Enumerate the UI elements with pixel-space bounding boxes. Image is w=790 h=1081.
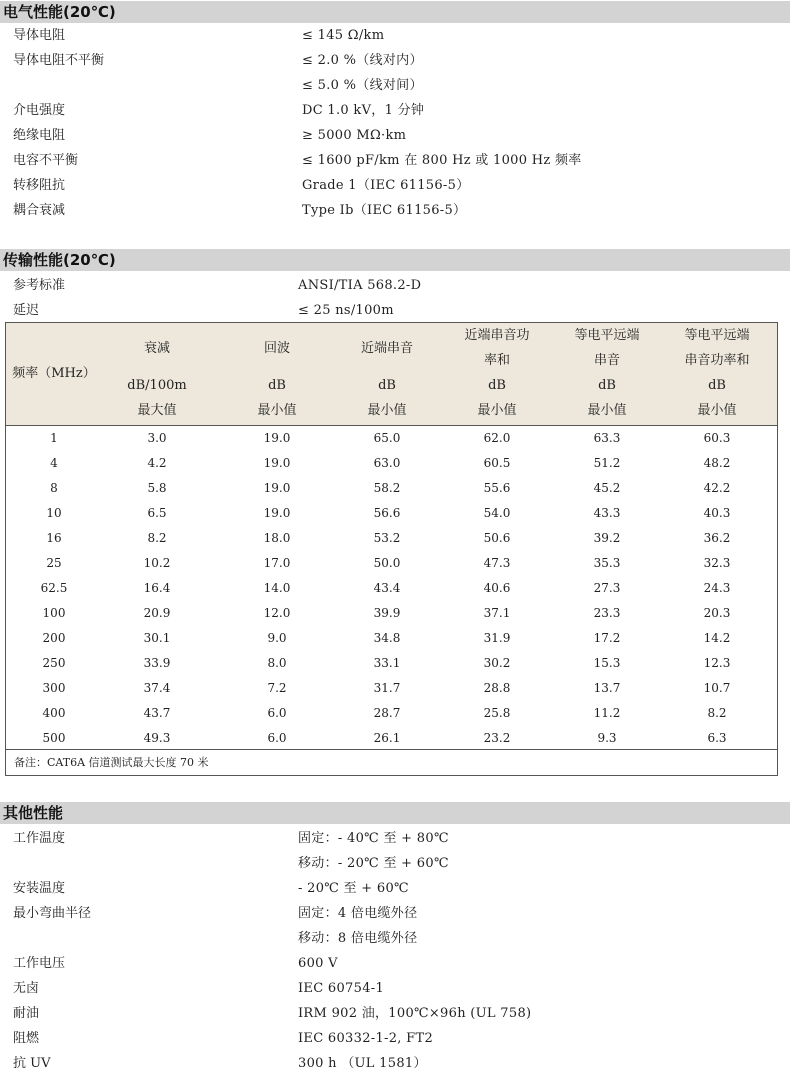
table-cell: 31.9	[483, 631, 511, 645]
table-cell: 42.2	[703, 481, 731, 495]
table-cell: 58.2	[373, 481, 401, 495]
table-cell: 24.3	[703, 581, 731, 595]
spec-row	[0, 1026, 790, 1051]
transmission-section-title: 传输性能(20℃)	[0, 249, 790, 271]
spec-row	[0, 851, 790, 876]
spec-value: ≤ 2.0 %（线对内）	[302, 53, 423, 68]
table-cell: 5.8	[147, 481, 167, 495]
spec-row	[0, 148, 790, 173]
spec-row	[0, 123, 790, 148]
table-row	[6, 501, 777, 526]
table-cell: 4.2	[147, 456, 167, 470]
table-cell: 33.1	[373, 656, 401, 670]
table-cell: 10	[46, 506, 62, 520]
table-cell: 100	[42, 606, 66, 620]
table-cell: 55.6	[483, 481, 511, 495]
table-cell: 63.0	[373, 456, 401, 470]
table-row	[6, 626, 777, 651]
spec-value: 固定：- 40℃ 至 + 80℃	[298, 831, 449, 846]
table-cell: 19.0	[263, 506, 291, 520]
spec-row	[0, 298, 790, 323]
freq-header: 频率（MHz）	[12, 366, 96, 381]
table-cell: 48.2	[703, 456, 731, 470]
column-header-unit: dB	[708, 378, 726, 393]
table-cell: 20.9	[143, 606, 171, 620]
spec-row	[0, 951, 790, 976]
spec-label: 导体电阻	[13, 28, 66, 43]
spec-label: 延迟	[13, 303, 40, 318]
column-header-type: 最小值	[477, 403, 517, 418]
column-header-l2: 串音	[593, 353, 620, 368]
table-row	[6, 651, 777, 676]
table-cell: 23.2	[483, 731, 511, 745]
frequency-table	[5, 322, 778, 776]
spec-row	[0, 976, 790, 1001]
column-header-unit: dB/100m	[127, 378, 187, 393]
table-cell: 30.2	[483, 656, 511, 670]
table-cell: 36.2	[703, 531, 731, 545]
table-cell: 6.3	[707, 731, 727, 745]
table-cell: 43.3	[593, 506, 621, 520]
table-cell: 500	[42, 731, 66, 745]
table-cell: 9.3	[597, 731, 617, 745]
table-cell: 6.5	[147, 506, 167, 520]
table-cell: 62.0	[483, 431, 511, 445]
spec-value: ≥ 5000 MΩ·km	[302, 128, 407, 143]
spec-label: 耐油	[13, 1006, 40, 1021]
column-header-l1: 回波	[263, 341, 290, 356]
spec-row	[0, 48, 790, 73]
table-cell: 3.0	[147, 431, 167, 445]
spec-row	[0, 901, 790, 926]
spec-label: 耦合衰减	[13, 203, 66, 218]
table-row	[6, 601, 777, 626]
table-cell: 50.6	[483, 531, 511, 545]
table-cell: 31.7	[373, 681, 401, 695]
table-cell: 49.3	[143, 731, 171, 745]
other-section-title: 其他性能	[0, 802, 790, 824]
spec-label: 工作温度	[13, 831, 66, 846]
column-header-unit: dB	[488, 378, 506, 393]
table-row	[6, 576, 777, 601]
spec-value: 300 h （UL 1581）	[298, 1056, 427, 1071]
table-cell: 4	[50, 456, 58, 470]
column-header-unit: dB	[598, 378, 616, 393]
spec-row	[0, 73, 790, 98]
spec-label: 无卤	[13, 981, 40, 996]
spec-value: ≤ 25 ns/100m	[298, 303, 394, 318]
table-cell: 1	[50, 431, 58, 445]
column-header-type: 最大值	[137, 403, 177, 418]
table-cell: 60.5	[483, 456, 511, 470]
table-cell: 30.1	[143, 631, 171, 645]
table-cell: 23.3	[593, 606, 621, 620]
spec-value: 移动：- 20℃ 至 + 60℃	[298, 856, 449, 871]
column-header-l2: 串音功率和	[684, 353, 750, 368]
table-cell: 37.1	[483, 606, 511, 620]
table-cell: 40.3	[703, 506, 731, 520]
column-header-type: 最小值	[257, 403, 297, 418]
spec-label: 安装温度	[13, 881, 66, 896]
table-cell: 20.3	[703, 606, 731, 620]
table-cell: 65.0	[373, 431, 401, 445]
table-cell: 6.0	[267, 706, 287, 720]
table-cell: 400	[42, 706, 66, 720]
table-cell: 300	[42, 681, 66, 695]
electrical-section-title: 电气性能(20℃)	[0, 1, 790, 23]
table-cell: 16.4	[143, 581, 171, 595]
table-cell: 39.9	[373, 606, 401, 620]
table-cell: 7.2	[267, 681, 287, 695]
table-cell: 62.5	[40, 581, 68, 595]
column-header-l2: 率和	[483, 353, 510, 368]
spec-label: 抗 UV	[13, 1056, 51, 1071]
spec-value: 600 V	[298, 956, 338, 971]
spec-value: IRM 902 油，100℃×96h (UL 758)	[298, 1006, 532, 1021]
table-header	[6, 323, 777, 426]
table-cell: 14.2	[703, 631, 731, 645]
table-row	[6, 451, 777, 476]
table-cell: 14.0	[263, 581, 291, 595]
table-cell: 200	[42, 631, 66, 645]
table-cell: 60.3	[703, 431, 731, 445]
spec-row	[0, 98, 790, 123]
spec-value: 移动：8 倍电缆外径	[298, 931, 418, 946]
spec-row	[0, 1051, 790, 1076]
table-note: 备注：CAT6A 信道测试最大长度 70 米	[6, 749, 777, 775]
table-cell: 28.8	[483, 681, 511, 695]
table-cell: 17.2	[593, 631, 621, 645]
spec-value: IEC 60754-1	[298, 981, 385, 996]
table-cell: 51.2	[593, 456, 621, 470]
spec-label: 阻燃	[13, 1031, 40, 1046]
table-cell: 8.2	[707, 706, 727, 720]
table-cell: 16	[46, 531, 62, 545]
column-header-l1: 等电平远端	[684, 328, 750, 343]
spec-label: 介电强度	[13, 103, 66, 118]
spec-label: 转移阻抗	[13, 178, 66, 193]
column-header-unit: dB	[378, 378, 396, 393]
spec-label: 参考标准	[13, 278, 66, 293]
column-header-type: 最小值	[367, 403, 407, 418]
table-cell: 50.0	[373, 556, 401, 570]
table-cell: 25	[46, 556, 62, 570]
column-header-l1: 等电平远端	[574, 328, 640, 343]
table-cell: 8.2	[147, 531, 167, 545]
table-cell: 33.9	[143, 656, 171, 670]
spec-label: 工作电压	[13, 956, 66, 971]
table-row	[6, 426, 777, 451]
table-cell: 47.3	[483, 556, 511, 570]
spec-value: ANSI/TIA 568.2-D	[298, 278, 422, 293]
column-header-l1: 近端串音	[360, 341, 413, 356]
spec-value: Type Ib（IEC 61156-5）	[302, 203, 467, 218]
table-cell: 19.0	[263, 456, 291, 470]
table-cell: 18.0	[263, 531, 291, 545]
table-cell: 27.3	[593, 581, 621, 595]
table-cell: 28.7	[373, 706, 401, 720]
table-cell: 26.1	[373, 731, 401, 745]
table-cell: 54.0	[483, 506, 511, 520]
spec-value: ≤ 1600 pF/km 在 800 Hz 或 1000 Hz 频率	[302, 153, 582, 168]
table-cell: 6.0	[267, 731, 287, 745]
spec-row	[0, 173, 790, 198]
spec-value: 固定：4 倍电缆外径	[298, 906, 418, 921]
table-cell: 13.7	[593, 681, 621, 695]
table-cell: 63.3	[593, 431, 621, 445]
column-header-type: 最小值	[587, 403, 627, 418]
table-row	[6, 701, 777, 726]
table-cell: 32.3	[703, 556, 731, 570]
table-row	[6, 551, 777, 576]
table-cell: 10.7	[703, 681, 731, 695]
table-cell: 15.3	[593, 656, 621, 670]
table-cell: 10.2	[143, 556, 171, 570]
table-cell: 34.8	[373, 631, 401, 645]
spec-row	[0, 23, 790, 48]
spec-value: DC 1.0 kV，1 分钟	[302, 103, 425, 118]
column-header-l1: 近端串音功	[464, 328, 530, 343]
spec-label: 最小弯曲半径	[13, 906, 92, 921]
spec-value: Grade 1（IEC 61156-5）	[302, 178, 470, 193]
spec-row	[0, 198, 790, 223]
table-cell: 43.4	[373, 581, 401, 595]
table-cell: 40.6	[483, 581, 511, 595]
table-row	[6, 476, 777, 501]
table-cell: 25.8	[483, 706, 511, 720]
table-cell: 43.7	[143, 706, 171, 720]
table-cell: 9.0	[267, 631, 287, 645]
table-cell: 12.0	[263, 606, 291, 620]
table-row	[6, 676, 777, 701]
table-cell: 19.0	[263, 431, 291, 445]
table-cell: 37.4	[143, 681, 171, 695]
spec-value: IEC 60332-1-2, FT2	[298, 1031, 434, 1046]
spec-value: ≤ 145 Ω/km	[302, 28, 385, 43]
spec-row	[0, 926, 790, 951]
table-cell: 8	[50, 481, 58, 495]
table-cell: 35.3	[593, 556, 621, 570]
spec-row	[0, 826, 790, 851]
table-cell: 250	[42, 656, 66, 670]
column-header-unit: dB	[268, 378, 286, 393]
spec-row	[0, 1001, 790, 1026]
table-row	[6, 726, 777, 751]
spec-label: 电容不平衡	[13, 153, 79, 168]
table-cell: 19.0	[263, 481, 291, 495]
spec-row	[0, 876, 790, 901]
spec-row	[0, 273, 790, 298]
column-header-type: 最小值	[697, 403, 737, 418]
spec-value: ≤ 5.0 %（线对间）	[302, 78, 423, 93]
spec-value: - 20℃ 至 + 60℃	[298, 881, 409, 896]
table-cell: 8.0	[267, 656, 287, 670]
table-cell: 12.3	[703, 656, 731, 670]
table-cell: 39.2	[593, 531, 621, 545]
table-cell: 17.0	[263, 556, 291, 570]
table-cell: 53.2	[373, 531, 401, 545]
spec-label: 绝缘电阻	[13, 128, 66, 143]
table-row	[6, 526, 777, 551]
table-cell: 56.6	[373, 506, 401, 520]
table-cell: 11.2	[593, 706, 621, 720]
spec-label: 导体电阻不平衡	[13, 53, 105, 68]
column-header-l1: 衰减	[143, 341, 170, 356]
table-cell: 45.2	[593, 481, 621, 495]
